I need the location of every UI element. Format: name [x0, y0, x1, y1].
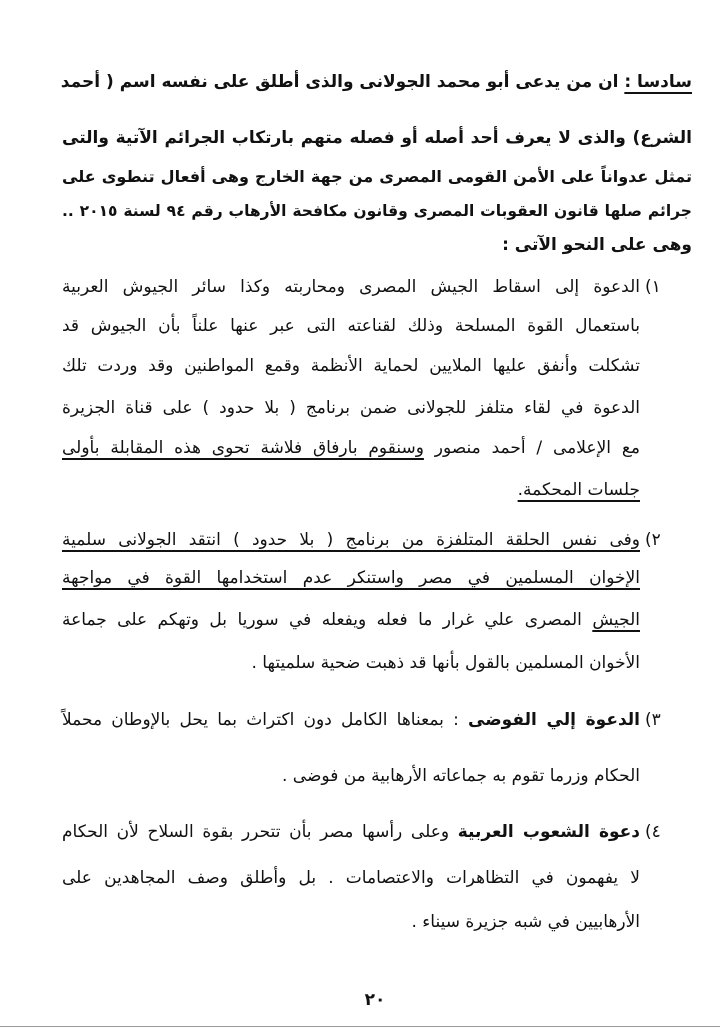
text-segment: وهى على النحو الآتى : — [502, 235, 692, 255]
bold-heading-text: الدعوة إلي الفوضى — [468, 710, 640, 730]
text-segment: تمثل عدواناً على الأمن القومى المصرى من جهة الخارج وهى أفعال تنطوى على — [62, 167, 692, 186]
text-segment: ان من يدعى أبو محمد الجولانى والذى أطلق على نفسه اسم ( أحمد — [60, 72, 625, 92]
text-segment: الأرهابيين في شبه جزيرة سيناء . — [411, 912, 640, 932]
text-line — [62, 651, 640, 675]
text-line — [62, 608, 640, 632]
page-bottom-edge — [0, 1026, 720, 1027]
text-line — [62, 820, 640, 844]
text-segment: : بمعناها الكامل دون اكتراث بما يحل بالإوطان محملاً — [62, 710, 469, 730]
text-segment: الشرع) والذى لا يعرف أحد أصله أو فصله متهم بارتكاب الجرائم الآتية والتى — [62, 128, 692, 148]
underlined-text: وسنقوم بارفاق فلاشة تحوى هذه المقابلة بأولى — [62, 438, 424, 458]
text-segment: جرائم صلها قانون العقوبات المصرى وقانون مكافحة الأرهاب رقم ٩٤ لسنة ٢٠١٥ .. — [62, 202, 692, 220]
underlined-text: جلسات المحكمة. — [517, 480, 640, 500]
list-item-number: ٢) — [645, 530, 661, 550]
page-number: ٢٠ — [364, 990, 386, 1010]
text-segment: وعلى رأسها مصر بأن تتحرر بقوة السلاح لأن الحكام — [62, 822, 458, 842]
text-segment: المصرى علي غرار ما فعله ويفعله في سوريا بل وتهكم على جماعة — [62, 610, 593, 630]
underlined-text: وفى نفس الحلقة المتلفزة من برنامج ( بلا حدود ) انتقد الجولانى سلمية — [62, 530, 640, 550]
text-line — [62, 910, 640, 934]
list-item-number: ٣) — [645, 710, 661, 730]
text-line — [62, 314, 640, 338]
text-line — [62, 126, 692, 150]
text-segment: الدعوة في لقاء متلفز للجولانى ضمن برنامج ( بلا حدود ) على قناة الجزيرة — [62, 398, 640, 418]
text-line — [62, 396, 640, 420]
text-line — [62, 436, 640, 460]
text-segment: الدعوة إلى اسقاط الجيش المصرى ومحاربته وكذا سائر الجيوش العربية — [62, 277, 640, 297]
text-line — [62, 70, 692, 94]
list-item-number: ١) — [645, 277, 661, 297]
underlined-text: الإخوان المسلمين في مصر واستنكر عدم استخدامها القوة في مواجهة — [62, 568, 640, 588]
text-line — [62, 478, 640, 502]
text-line — [62, 528, 640, 552]
text-line — [62, 354, 640, 378]
text-segment: لا يفهمون في التظاهرات والاعتصامات . بل وأطلق وصف المجاهدين على — [62, 868, 640, 888]
underlined-text: الجيش — [592, 610, 640, 630]
text-segment: مع الإعلامى / أحمد منصور — [423, 438, 640, 458]
text-line — [62, 233, 692, 257]
text-segment: الحكام وزرما تقوم به جماعاته الأرهابية من فوضى . — [282, 766, 640, 786]
text-line — [62, 165, 692, 189]
bold-heading-text: دعوة الشعوب العربية — [457, 822, 640, 842]
text-line — [62, 708, 640, 732]
text-segment: باستعمال القوة المسلحة وذلك لقناعته التى عبر عنها علناً بأن الجيوش قد — [62, 316, 640, 336]
text-line — [62, 764, 640, 788]
text-line — [62, 199, 692, 223]
text-line — [62, 566, 640, 590]
text-segment: الأخوان المسلمين بالقول بأنها قد ذهبت ضحية سلميتها . — [251, 653, 640, 673]
underlined-text: سادسا : — [624, 72, 692, 92]
text-segment: تشكلت وأنفق عليها الملايين لحماية الأنظمة وقمع المواطنين وقد وردت تلك — [62, 356, 640, 376]
text-line — [62, 275, 640, 299]
text-line — [62, 866, 640, 890]
list-item-number: ٤) — [645, 822, 661, 842]
